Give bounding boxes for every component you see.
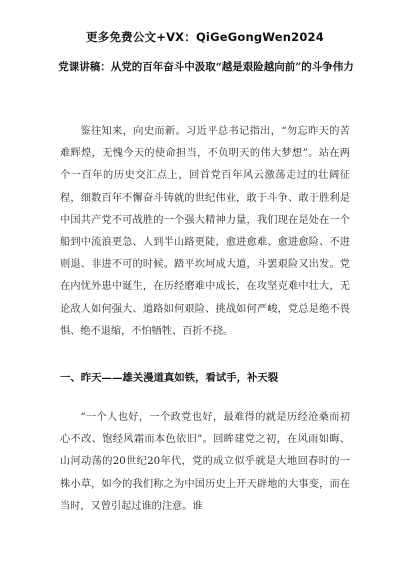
- document-title: 党课讲稿：从党的百年奋斗中汲取“越是艰险越向前”的斗争伟力: [58, 61, 354, 73]
- section-heading-1: 一、昨天——雄关漫道真如铁，看试手，补天裂: [60, 372, 279, 384]
- body-paragraph-1: 鉴往知来，向史而新。习近平总书记指出，“勿忘昨天的苦难辉煌，无愧今天的使命担当，不负明天的伟大梦想”。站在两个一百年的历史交汇点上，回首党百年风云激荡走过的壮阔征程，细数百年不懈奋斗铸就的世纪伟业，敢于斗争、敢于胜利是中国共产党不可战胜的一个强大精神力量，我们现在是处在一个船到中流浪更急、人到半山路更陡，愈进愈难、愈进愈险、不进则退、非进不可的时候。踏平坎坷成大道，斗罢艰险又出发。党在内忧外患中诞生，在历经磨难中成长，在攻坚克难中壮大，无论敌人如何强大、道路如何艰险、挑战如何严峻，党总是绝不畏惧、绝不退缩，不怕牺牲、百折不挠。: [60, 126, 350, 337]
- body-paragraph-2: “一个人也好，一个政党也好，最难得的就是历经沧桑而初心不改、饱经风霜而本色依旧”。回眸建党之初，在风雨如晦、山河动荡的20世纪20年代，党的成立似乎就是大地回春时的一株小草，如今的我们称之为中国历史上开天辟地的大事变，而在当时，又曾引起过谁的注意。谁: [60, 412, 350, 512]
- promo-header: 更多免费公文+VX：QiGeGongWen2024: [86, 30, 324, 44]
